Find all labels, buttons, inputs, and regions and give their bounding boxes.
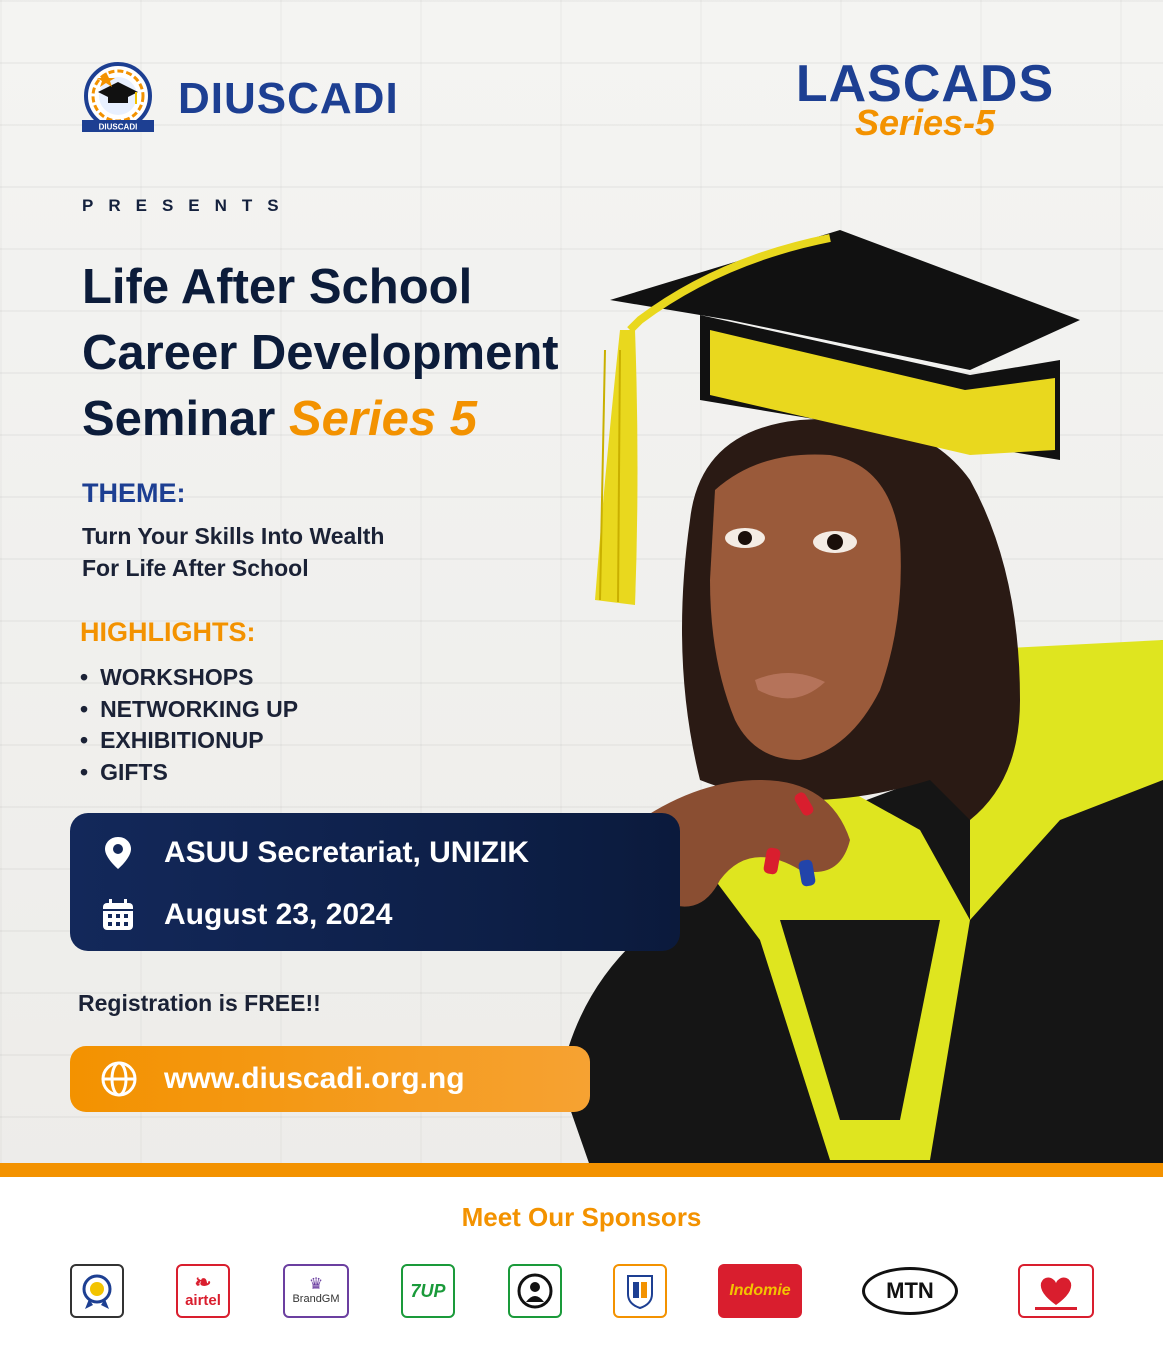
sponsor-logo-9	[1018, 1264, 1094, 1318]
theme-line-1: Turn Your Skills Into Wealth	[82, 523, 385, 549]
title-line-1: Life After School	[82, 260, 473, 314]
event-info-box	[70, 813, 680, 951]
lascads-logo	[790, 55, 1060, 143]
graduate-photo	[500, 220, 1163, 1166]
badge-text: DIUSCADI	[98, 122, 138, 132]
sponsor-logo-airtel	[176, 1264, 230, 1318]
title-line-2: Career Development	[82, 326, 559, 380]
title-line-3	[82, 386, 559, 452]
sponsor-logo-6	[613, 1264, 667, 1318]
website-link[interactable]	[70, 1046, 590, 1112]
globe-icon	[100, 1060, 138, 1098]
location-pin-icon	[100, 835, 136, 871]
page-title	[82, 254, 559, 452]
title-line-3-main: Seminar	[82, 392, 276, 446]
7up-label: 7UP	[410, 1280, 446, 1301]
event-date: August 23, 2024	[164, 898, 393, 931]
airtel-label: airtel	[185, 1291, 221, 1309]
location-row	[100, 835, 529, 871]
sponsor-logo-7up	[401, 1264, 455, 1318]
highlight-item: • EXHIBITIONUP	[80, 725, 298, 757]
sponsor-logo-5	[508, 1264, 562, 1318]
sponsor-logo-brandgm	[283, 1264, 349, 1318]
title-accent: Series 5	[289, 392, 477, 446]
date-row	[100, 897, 392, 933]
emblem-logo-icon	[516, 1272, 554, 1310]
heart-logo-icon	[1031, 1271, 1081, 1311]
crown-icon: ♛	[308, 1276, 324, 1293]
event-brand: LASCADS	[795, 55, 1055, 113]
highlights-label: HIGHLIGHTS:	[80, 617, 256, 647]
indomie-label: Indomie	[729, 1282, 791, 1299]
registration-note: Registration is FREE!!	[78, 990, 321, 1016]
sponsor-logo-1	[70, 1264, 124, 1318]
brandgm-label: BrandGM	[292, 1293, 340, 1305]
website-url: www.diuscadi.org.ng	[164, 1062, 465, 1095]
theme-line-2: For Life After School	[82, 555, 309, 581]
event-location: ASUU Secretariat, UNIZIK	[164, 836, 530, 869]
presents-label: PRESENTS	[82, 196, 294, 215]
sponsor-logo-indomie	[718, 1264, 802, 1318]
shield-logo-icon	[624, 1272, 656, 1310]
diuscadi-logo	[76, 62, 399, 136]
calendar-icon	[100, 897, 136, 933]
sponsor-logo-mtn	[862, 1267, 958, 1315]
sponsors-title: Meet Our Sponsors	[461, 1202, 702, 1232]
graduation-badge-icon	[76, 62, 160, 136]
org-name: DIUSCADI	[178, 74, 399, 123]
footer-divider	[0, 1163, 1163, 1177]
theme-label: THEME:	[82, 478, 186, 508]
airtel-swirl-icon: ❧	[194, 1271, 212, 1294]
theme-text	[82, 520, 384, 584]
highlight-item: • WORKSHOPS	[80, 662, 298, 694]
mtn-label: MTN	[886, 1278, 934, 1303]
highlight-item: • NETWORKING UP	[80, 694, 298, 726]
seal-logo-icon	[77, 1271, 117, 1311]
event-series: Series-5	[854, 102, 996, 143]
highlight-item: • GIFTS	[80, 757, 298, 789]
highlights-list	[80, 662, 298, 788]
